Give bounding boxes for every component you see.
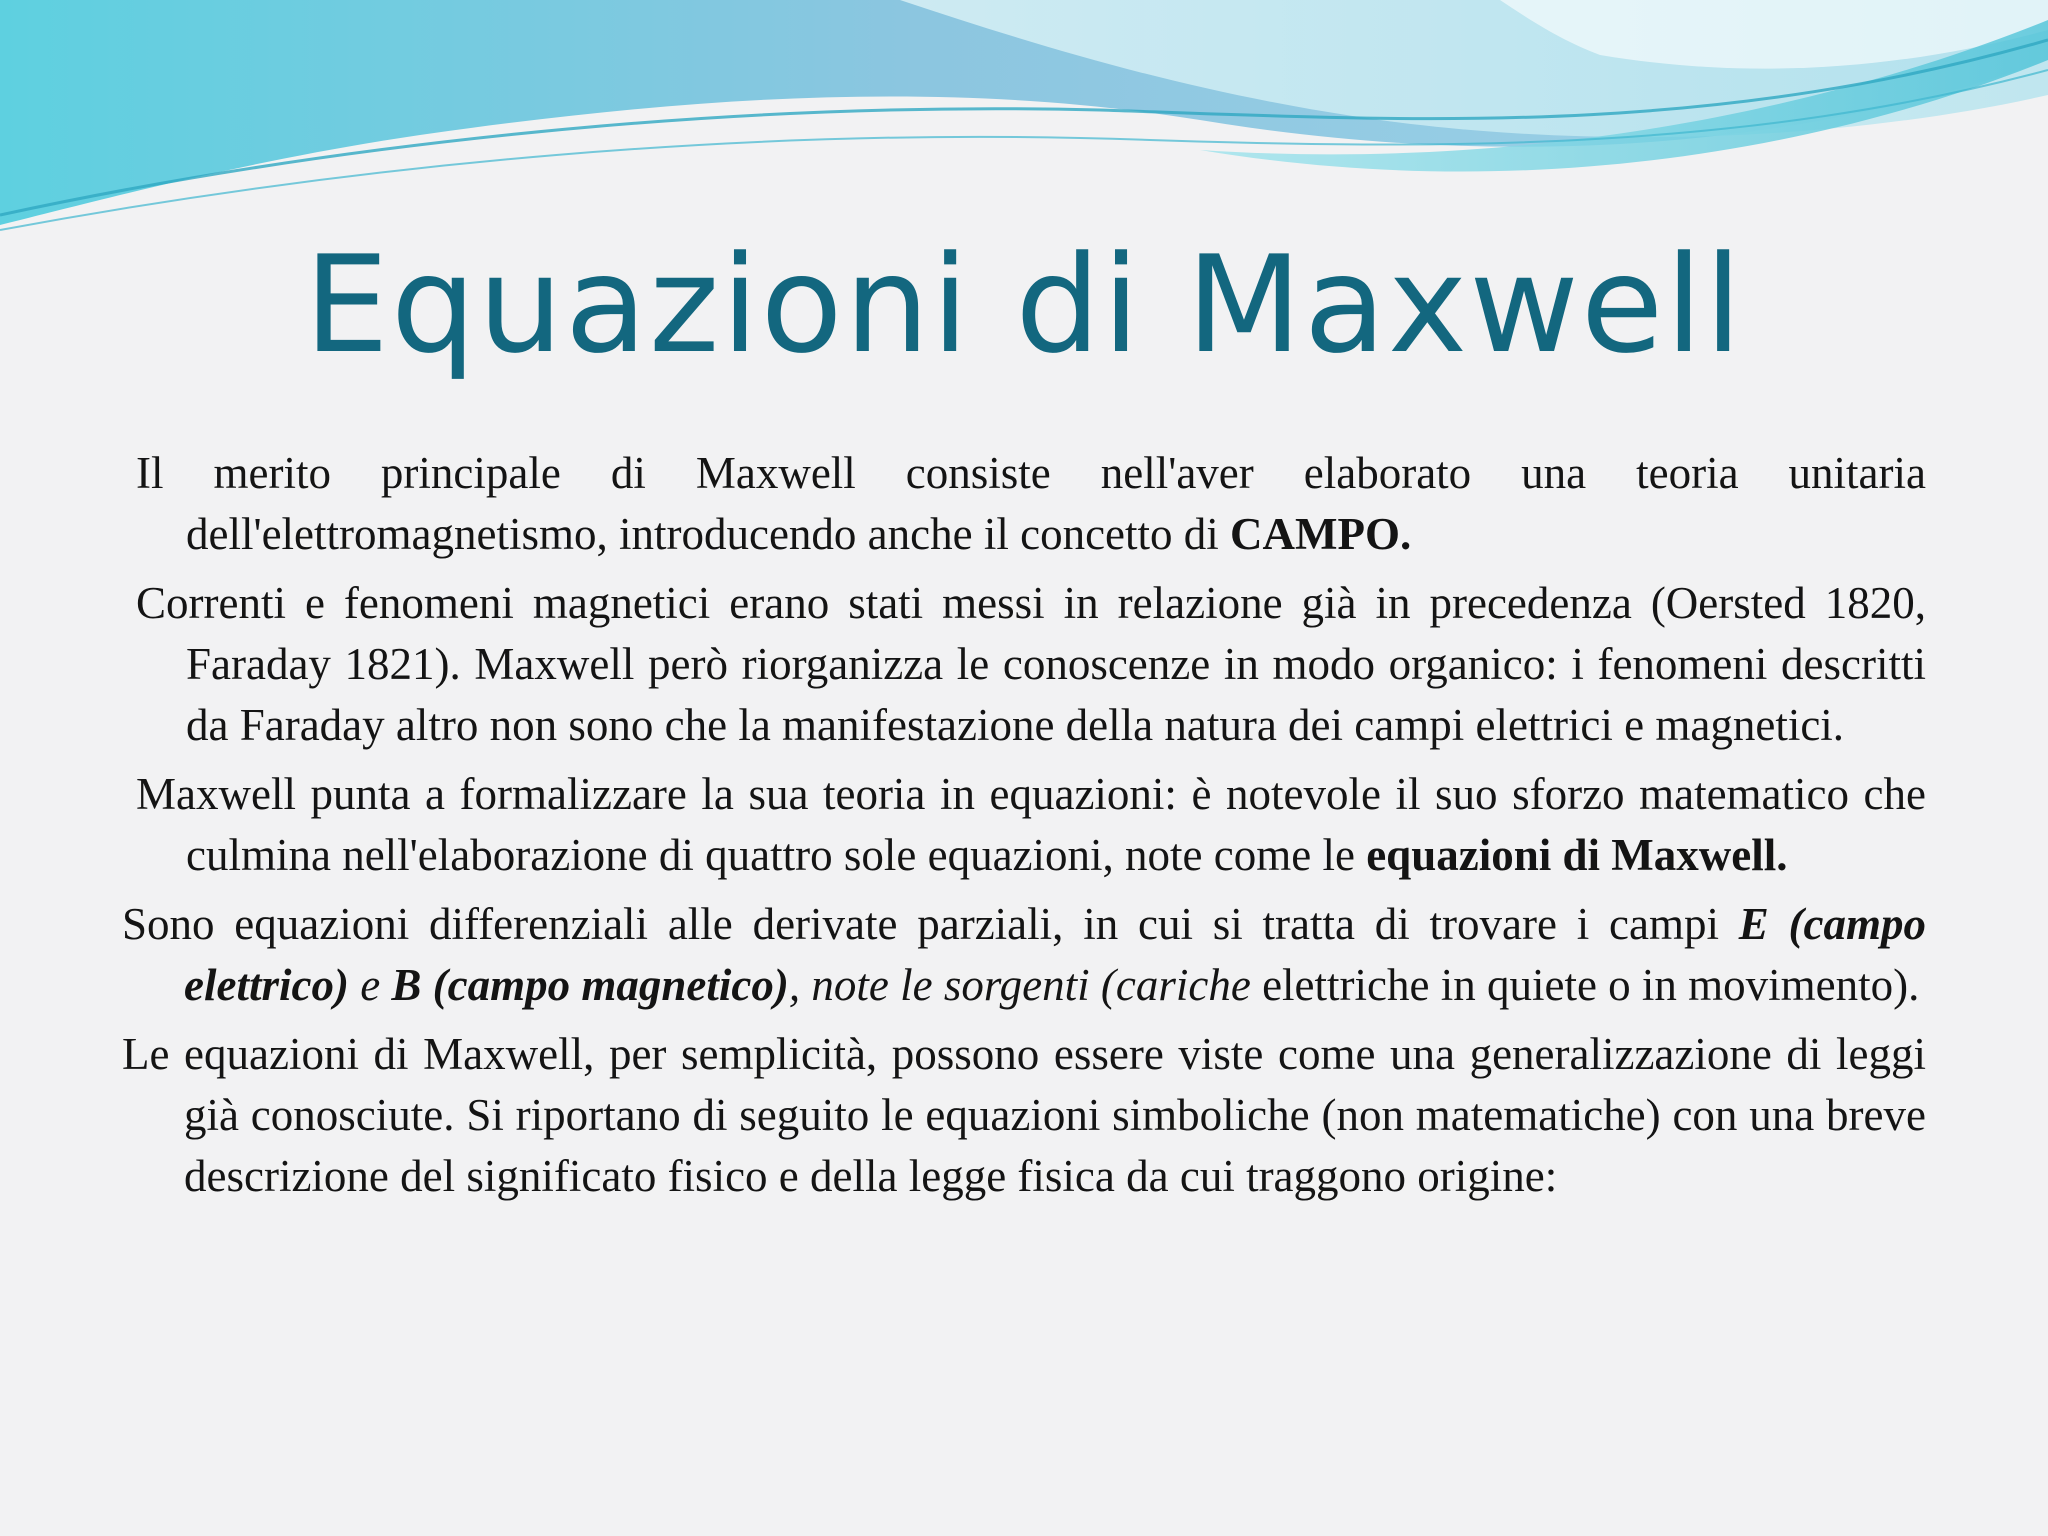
paragraph-differenziali [122,894,1926,1016]
paragraph-text: elettriche in quiete o in movimento). [1250,960,1920,1010]
sorgenti-italic: , note le sorgenti (cariche [788,960,1251,1010]
campo-bold: CAMPO. [1230,509,1412,559]
paragraph-correnti [122,573,1926,756]
paragraph-merito [122,443,1926,565]
paragraph-formalizzare [122,764,1926,886]
campo-elettrico-term: E (campo elettrico) [184,899,1927,1010]
conjunction-e: e [348,960,392,1010]
slide-title: Equazioni di Maxwell [304,227,1744,383]
paragraph-text: Correnti e fenomeni magnetici erano stati messi in relazione già in precedenza (Oersted 1820, Faraday 1821). Maxwell però riorganizza le conoscenze in modo organico: i fenomeni descritti da Faraday altro non sono che la manifestazione della natura dei campi elettrici e magnetici. [136,578,1926,750]
paragraph-text: Maxwell punta a formalizzare la sua teoria in equazioni: è notevole il suo sforzo matematico che culmina nell'elaborazione di quattro sole equazioni, note come le [136,769,1926,880]
campo-magnetico-term: B (campo magnetico) [391,960,789,1010]
decorative-wave-banner [0,0,2048,260]
paragraph-text: Le equazioni di Maxwell, per semplicità, possono essere viste come una generalizzazione di leggi già conosciute. Si riportano di seguito le equazioni simboliche (non matematiche) con una breve descrizione del significato fisico e della legge fisica da cui traggono origine: [122,1029,1926,1201]
equazioni-maxwell-bold: equazioni di Maxwell. [1366,830,1788,880]
paragraph-text: Sono equazioni differenziali alle derivate parziali, in cui si tratta di trovare i campi [122,899,1739,949]
paragraph-text: Il merito principale di Maxwell consiste nell'aver elaborato una teoria unitaria dell'elettromagnetismo, introducendo anche il concetto di [136,448,1926,559]
slide-body [122,443,1926,1215]
paragraph-generalizzazione [122,1024,1926,1207]
